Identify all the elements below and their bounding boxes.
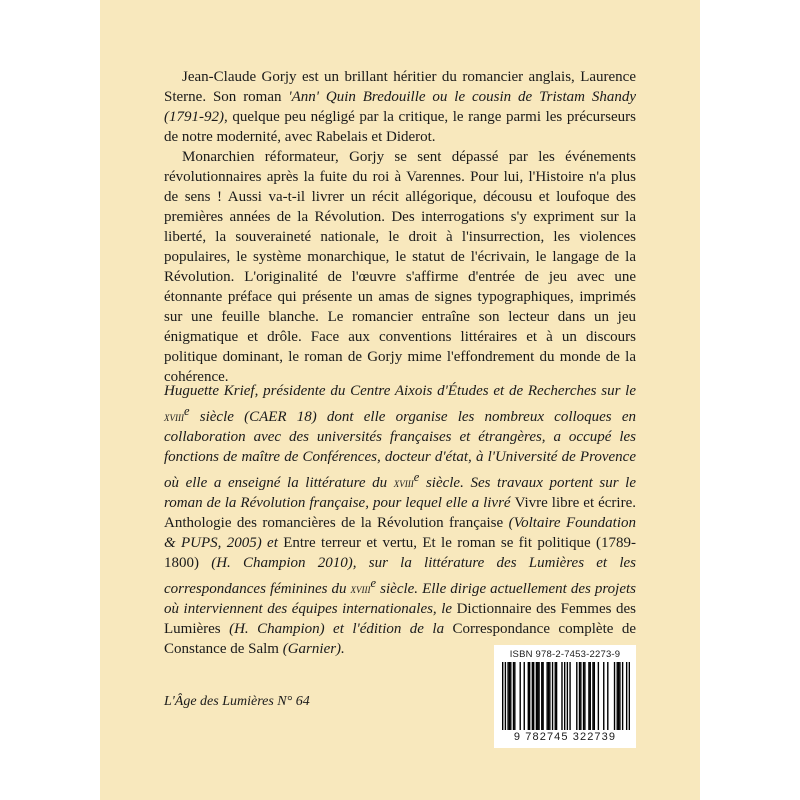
barcode-bar — [603, 662, 604, 730]
isbn-label: ISBN 978-2-7453-2273-9 — [509, 649, 621, 660]
barcode-bar — [507, 662, 508, 730]
barcode-bar — [552, 662, 553, 730]
barcode-bar — [549, 662, 550, 730]
book-title: Dictionnaire des Femmes des Lumières — [164, 601, 636, 637]
barcode-bar — [629, 662, 630, 730]
barcode-bar — [588, 662, 589, 730]
barcode-bar — [532, 662, 533, 730]
barcode-bar — [510, 662, 511, 730]
barcode-bar — [576, 662, 577, 730]
barcode-bar — [561, 662, 562, 730]
barcode-bar — [548, 662, 549, 730]
barcode-bar — [541, 662, 542, 730]
book-title: Entre terreur et vertu, Et le roman se fit politique (1789-1800) — [164, 535, 636, 571]
barcode-bar — [537, 662, 538, 730]
barcode-bar — [529, 662, 530, 730]
barcode-bar — [533, 662, 534, 730]
barcode-bar — [509, 662, 510, 730]
barcode-bar — [564, 662, 565, 730]
blurb — [164, 67, 636, 387]
barcode-bar — [594, 662, 595, 730]
barcode-bar — [617, 662, 618, 730]
barcode-bar — [524, 662, 525, 730]
barcode — [494, 645, 636, 748]
barcode-bar — [569, 662, 570, 730]
barcode-bar — [505, 662, 506, 730]
barcode-bar — [583, 662, 584, 730]
barcode-bar — [579, 662, 580, 730]
blurb-paragraph-2: Monarchien réformateur, Gorjy se sent dépassé par les événements révolutionnaires après la fuite du roi à Varennes. Pour lui, l'Histoire n'a plus de sens ! Aussi va-t-il livrer un récit allégorique, décousu et loufoque des premières années de la Révolution. Des interrogations s'y expriment sur la liberté, la souveraineté nationale, le droit à l'insurrection, les violences populaires, le système monarchique, le statut de l'écrivain, le langage de la Révolution. L'originalité de l'œuvre s'affirme d'entrée de jeu avec une étonnante préface qui présente un amas de signes typographiques, imprimés sur une feuille blanche. Le romancier entraîne son lecteur dans un jeu énigmatique et drôle. Face aux conventions littéraires et à un discours politique dominant, le roman de Gorjy mime l'effondrement du monde de la cohérence. — [164, 149, 636, 385]
barcode-bar — [538, 662, 539, 730]
author-bio-paragraph: Huguette Krief, présidente du Centre Aixois d'Études et de Recherches sur le xviii$^e$ siècle (CAER 18) dont elle organise les nombreux colloques en collaboration avec des universités françaises et étrangères, a occupé les fonctions de maître de Conférences, docteur d'état, à l'Université de Provence où elle a enseigné la littérature du xviii$^e$ siècle. Ses travaux portent sur le roman de la Révolution française, pour lequel elle a livré Vivre libre et écrire. Anthologie des romancières de la Révolution française (Voltaire Foundation & PUPS, 2005) et Entre terreur et vertu, Et le roman se fit politique (1789-1800) (H. Champion 2010), sur la littérature des Lumières et les correspondances féminines du xviii$^e$ siècle. Elle dirige actuellement des projets où interviennent des équipes internationales, le Dictionnaire des Femmes des Lumières (H. Champion) et l'édition de la Correspondance complète de Constance de Salm (Garnier). — [164, 383, 636, 657]
book-title: Correspondance complète de Constance de Salm — [164, 621, 636, 657]
novel-title: 'Ann' Quin Bredouille ou le cousin de Tristam Shandy (1791-92) — [164, 89, 637, 125]
barcode-digits: 9 782745 322739 — [513, 731, 617, 743]
barcode-bars — [502, 662, 630, 730]
barcode-bar — [618, 662, 619, 730]
barcode-bar — [556, 662, 557, 730]
barcode-bar — [536, 662, 537, 730]
barcode-bar — [555, 662, 556, 730]
barcode-bar — [546, 662, 547, 730]
barcode-bar — [626, 662, 627, 730]
blurb-paragraph-1: Jean-Claude Gorjy est un brillant héritier du romancier anglais, Laurence Sterne. Son roman 'Ann' Quin Bredouille ou le cousin de Tristam Shandy (1791-92), quelque peu négligé par la critique, le range parmi les précurseurs de notre modernité, avec Rabelais et Diderot. — [164, 69, 637, 145]
author-bio — [164, 381, 636, 659]
barcode-bar — [614, 662, 615, 730]
barcode-bar — [542, 662, 543, 730]
book-title: Vivre libre et écrire. Anthologie des romancières de la Révolution française — [164, 495, 636, 531]
barcode-bar — [520, 662, 521, 730]
barcode-bar — [592, 662, 593, 730]
barcode-bar — [514, 662, 515, 730]
barcode-bar — [502, 662, 503, 730]
barcode-bar — [567, 662, 568, 730]
barcode-bar — [607, 662, 608, 730]
barcode-bar — [584, 662, 585, 730]
barcode-bar — [580, 662, 581, 730]
barcode-bar — [622, 662, 623, 730]
barcode-bar — [598, 662, 599, 730]
series-label: L'Âge des Lumières N° 64 — [164, 694, 310, 709]
barcode-bar — [590, 662, 591, 730]
barcode-bar — [528, 662, 529, 730]
barcode-bar — [619, 662, 620, 730]
barcode-bar — [513, 662, 514, 730]
